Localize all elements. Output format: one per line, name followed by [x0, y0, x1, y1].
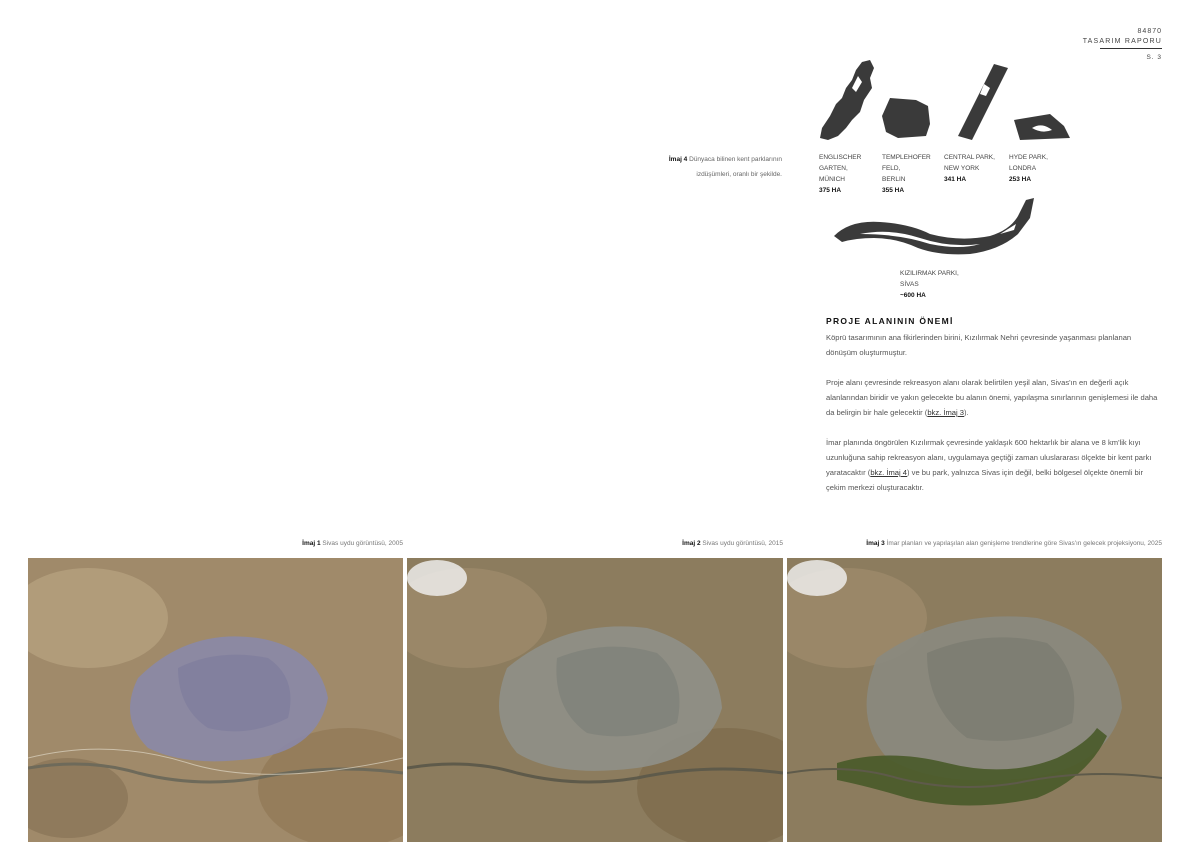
figure-4-label: İmaj 4 — [668, 156, 688, 163]
header-divider — [1100, 48, 1162, 49]
englischer-garten-silhouette — [816, 58, 880, 142]
reference-link-imaj-3[interactable]: bkz. İmaj 3 — [927, 408, 965, 417]
reference-link-imaj-4[interactable]: bkz. İmaj 4 — [870, 468, 908, 477]
satellite-image-2015 — [407, 558, 783, 842]
park-label-kizilirmak: KIZILIRMAK PARKI, SİVAS ~600 HA — [900, 270, 959, 299]
hyde-park-silhouette — [1012, 112, 1072, 142]
report-title: TASARIM RAPORU — [1082, 38, 1162, 45]
image-1-caption: İmaj 1 Sivas uydu görüntüsü, 2005 — [302, 540, 403, 547]
park-area: 253 HA — [1009, 176, 1032, 183]
paragraph-3: İmar planında öngörülen Kızılırmak çevresinde yaklaşık 600 hektarlık bir alana ve 8 km'lik kıyı uzunluğuna sahip rekreasyon alanı, uygulamaya geçtiği zaman uluslararası ölçekte bir kent parkı yaratacaktır (bkz. İmaj 4) ve bu park, yalnızca Sivas için değil, belki bölgesel ölçekte önemli bir çekim merkezi oluşturacaktır. — [826, 438, 1152, 492]
park-label-englischer-garten: ENGLISCHER GARTEN, MÜNICH 375 HA — [819, 154, 862, 194]
kizilirmak-park-silhouette — [830, 194, 1036, 258]
figure-4-caption — [600, 152, 782, 182]
satellite-image-2025-projection — [787, 558, 1162, 842]
image-3-caption: İmaj 3 İmar planları ve yapılaşılan alan genişleme trendlerine göre Sivas'ın gelecek projeksiyonu, 2025 — [866, 540, 1162, 547]
image-2-caption: İmaj 2 Sivas uydu görüntüsü, 2015 — [682, 540, 783, 547]
satellite-image-2005 — [28, 558, 403, 842]
central-park-silhouette — [954, 62, 1010, 142]
figure-4-caption-line2: izdüşümleri, oranlı bir şekilde. — [696, 171, 782, 178]
section-heading: PROJE ALANININ ÖNEMİ — [826, 316, 954, 326]
report-number: 84870 — [1137, 28, 1162, 35]
figure-4-caption-line1: Dünyaca bilinen kent parklarının — [689, 156, 782, 163]
park-area: 341 HA — [944, 176, 967, 183]
park-label-central-park: CENTRAL PARK, NEW YORK 341 HA — [944, 154, 995, 183]
park-label-hyde-park: HYDE PARK, LONDRA 253 HA — [1009, 154, 1048, 183]
park-area: 375 HA — [819, 187, 842, 194]
park-label-templehofer-feld: TEMPLEHOFER FELD, BERLIN 355 HA — [882, 154, 931, 194]
paragraph-2: Proje alanı çevresinde rekreasyon alanı olarak belirtilen yeşil alan, Sivas'ın en değerli açık alanlarından biridir ve yakın gelecekte bu alanın önemi, yapılaşma sınırlarının genişlemesi ile daha da belirgin bir hale gelecektir (bkz. İmaj 3). — [826, 378, 1158, 417]
park-area: ~600 HA — [900, 292, 926, 299]
park-area: 355 HA — [882, 187, 905, 194]
templehofer-feld-silhouette — [880, 96, 932, 140]
page-number: S. 3 — [1146, 54, 1162, 61]
paragraph-1: Köprü tasarımının ana fikirlerinden birini, Kızılırmak Nehri çevresinde yaşanması planlanan dönüşüm oluşturmuştur. — [826, 333, 1132, 357]
